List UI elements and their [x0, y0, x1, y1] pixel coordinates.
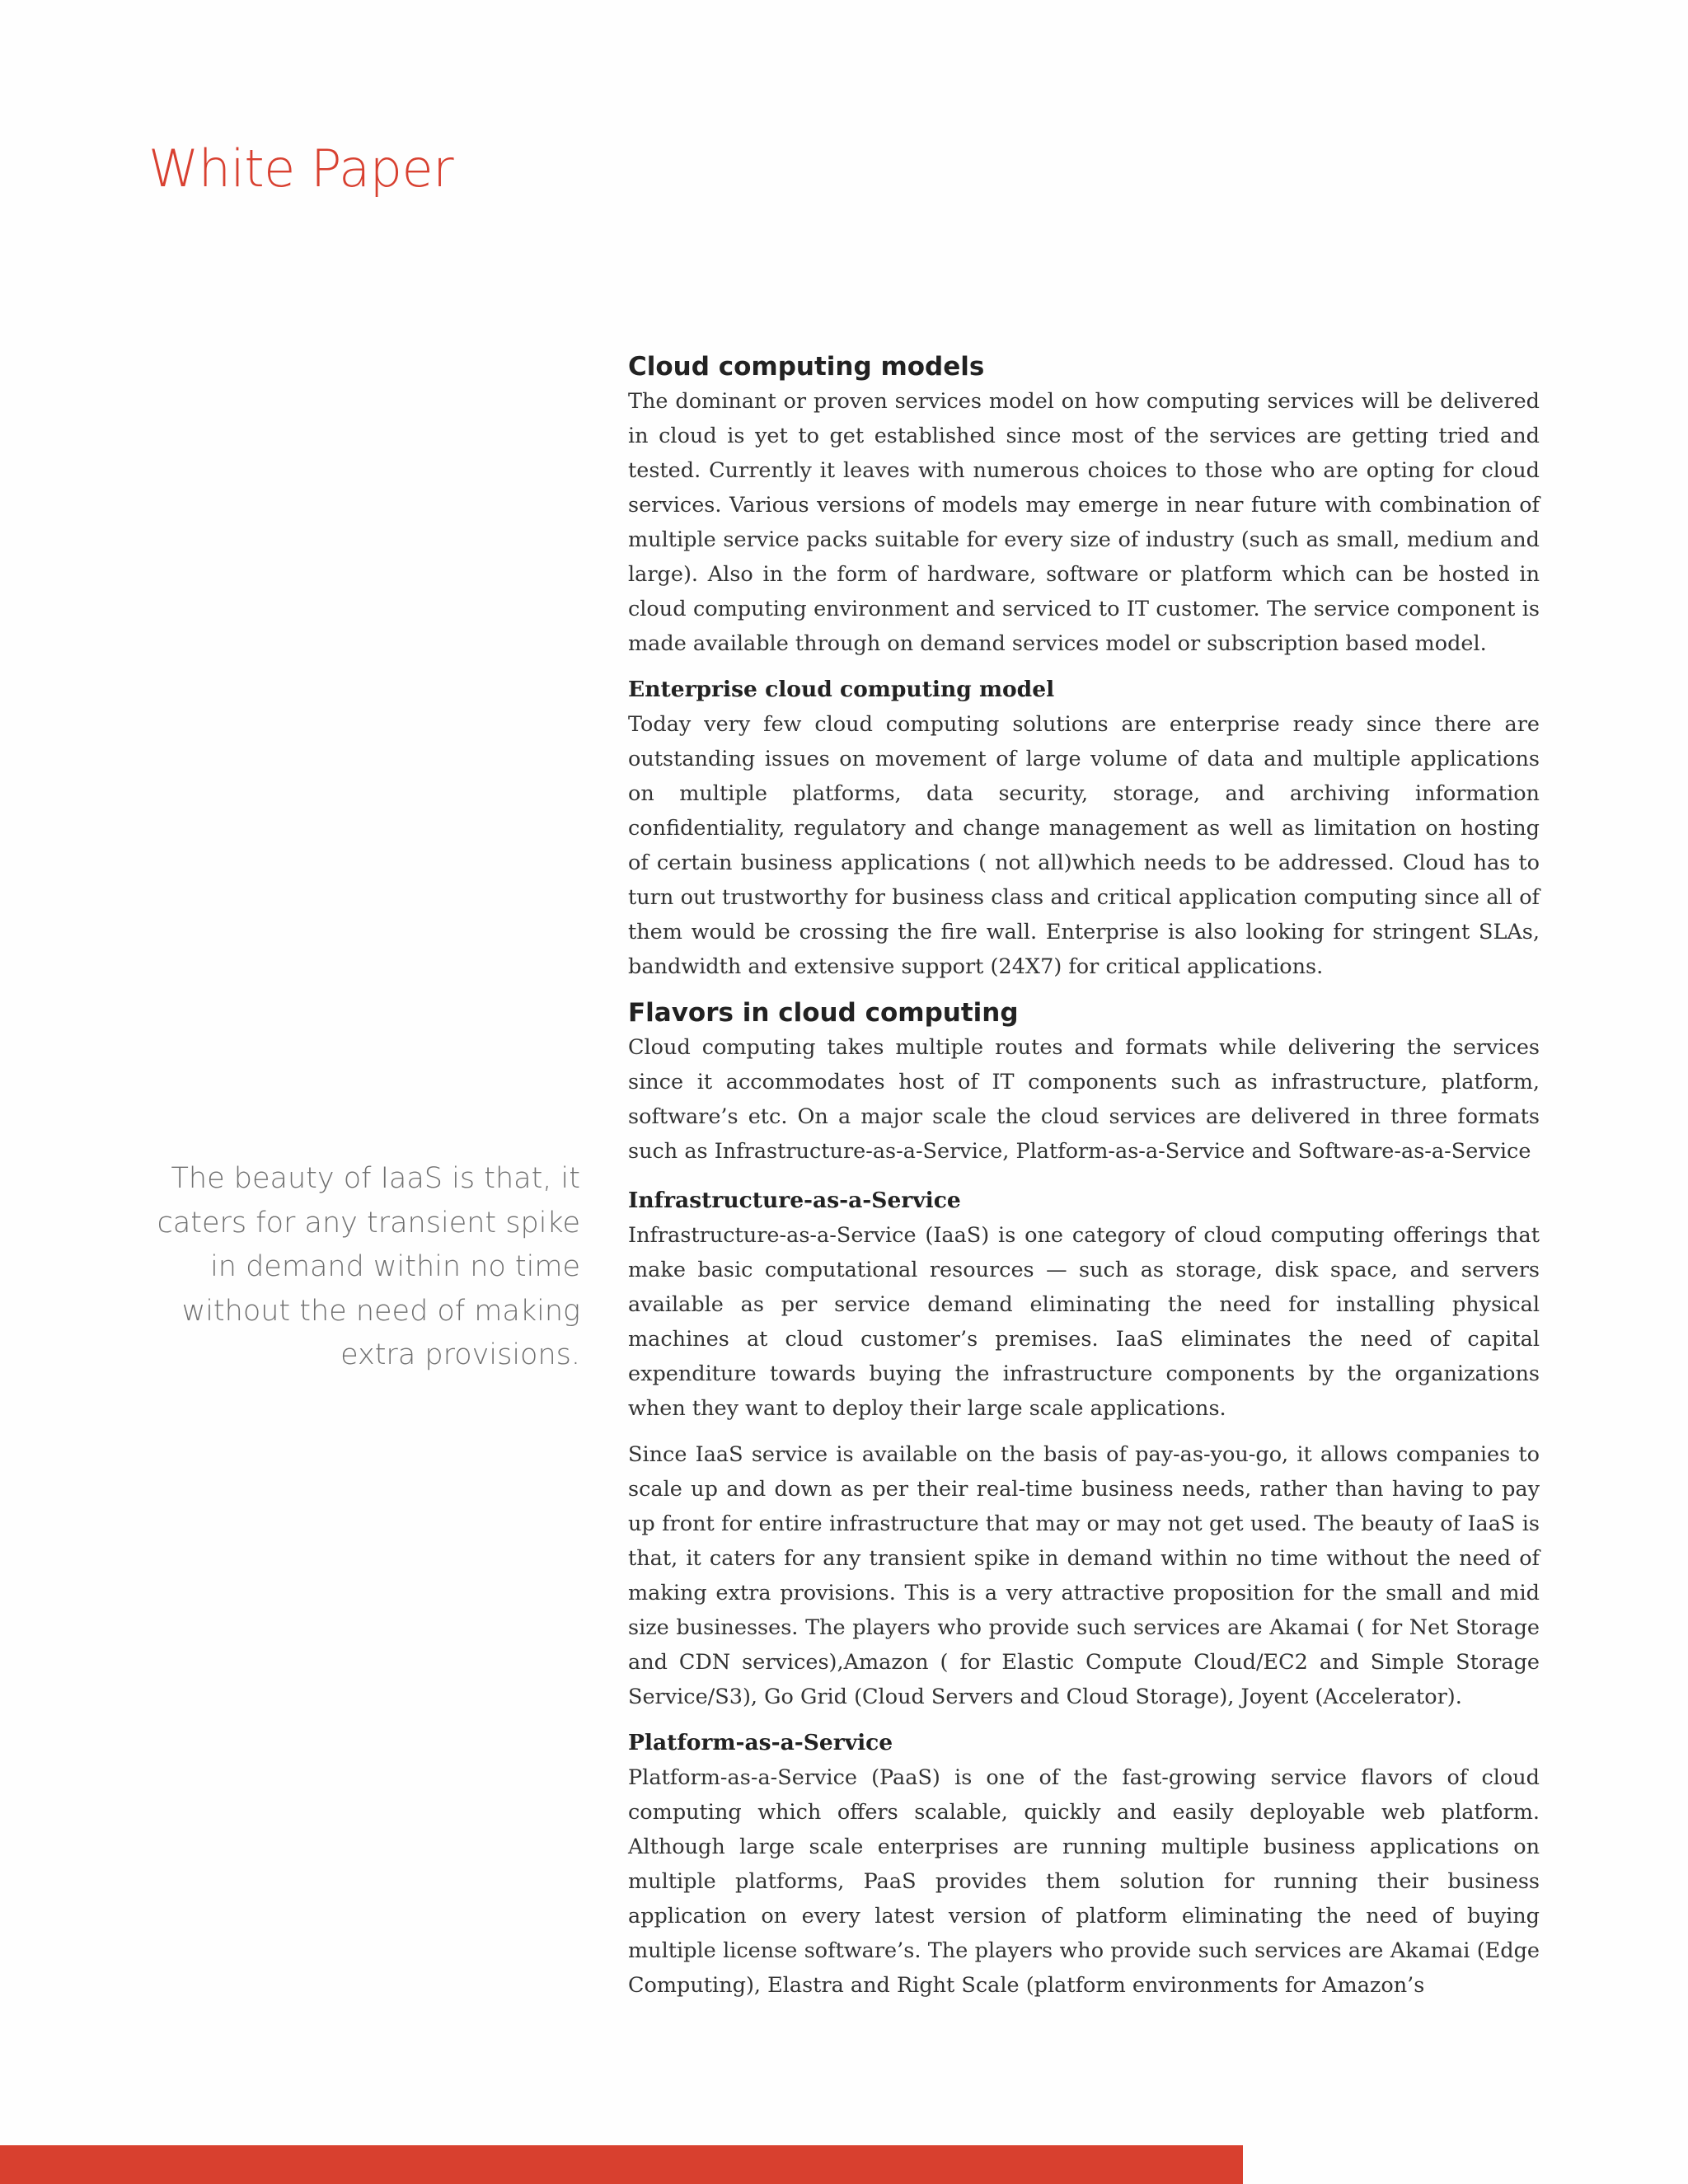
paragraph-paas: Platform-as-a-Service (PaaS) is one of the fast-growing service flavors of cloud computing which offers scalable, quickly and easily deployable web platform. Although large scale enterprises are running multiple business applications on multiple platforms, PaaS provides them solution for running their business application on every latest version of platform eliminating the need of buying multiple license software’s. The players who provide such services are Akamai (Edge Computing), Elastra and Right Scale (platform environments for Amazon’s — [628, 1765, 1540, 1998]
heading-cloud-computing-models: Cloud computing models — [628, 352, 985, 382]
paragraph-flavors: Cloud computing takes multiple routes and formats while delivering the services since it accommodates host of IT components such as infrastructure, platform, software’s etc. On a major scale the cloud services are delivered in three formats such as Infrastructure-as-a-Service, Platform-as-a-Service and Software-as-a-Service — [628, 1035, 1540, 1164]
paragraph-cloud-computing-models: The dominant or proven services model on how computing services will be delivered in cloud is yet to get established since most of the services are getting tried and tested. Currently it leaves with numerous choices to those who are opting for cloud services. Various versions of models may emerge in near future with combination of multiple service packs suitable for every size of industry (such as small, medium and large). Also in the form of hardware, software or platform which can be hosted in cloud computing environment and serviced to IT customer. The service component is made available through on demand services model or subscription based model. — [628, 389, 1540, 656]
paragraph-enterprise-model: Today very few cloud computing solutions are enterprise ready since there are outstanding issues on movement of large volume of data and multiple applications on multiple platforms, data security, storage, and archiving information confidentiality, regulatory and change management as well as limitation on hosting of certain business applications ( not all)which needs to be addressed. Cloud has to turn out trustworthy for business class and critical application computing since all of them would be crossing the fire wall. Enterprise is also looking for stringent SLAs, bandwidth and extensive support (24X7) for critical applications. — [628, 712, 1540, 979]
heading-flavors: Flavors in cloud computing — [628, 998, 1019, 1028]
heading-enterprise-model: Enterprise cloud computing model — [628, 677, 1055, 702]
paragraph-iaas-1: Infrastructure-as-a-Service (IaaS) is one category of cloud computing offerings that make basic computational resources — such as storage, disk space, and servers available as per service demand eliminating the need for installing physical machines at cloud customer’s premises. IaaS eliminates the need of capital expenditure towards buying the infrastructure components by the organizations when they want to deploy their large scale applications. — [628, 1223, 1540, 1421]
main-content — [628, 349, 1540, 2003]
paragraph-iaas-2: Since IaaS service is available on the basis of pay-as-you-go, it allows companies to scale up and down as per their real-time business needs, rather than having to pay up front for entire infrastructure that may or may not get used. The beauty of IaaS is that, it caters for any transient spike in demand within no time without the need of making extra provisions. This is a very attractive proposition for the small and mid size businesses. The players who provide such services are Akamai ( for Net Storage and CDN services),Amazon ( for Elastic Compute Cloud/EC2 and Simple Storage Service/S3), Go Grid (Cloud Servers and Cloud Storage), Joyent (Accelerator). — [628, 1442, 1540, 1709]
pull-quote: The beauty of IaaS is that, it caters for any transient spike in demand within no time without the need of making extra provisions. — [157, 1162, 580, 1371]
page-title: White Paper — [148, 138, 454, 199]
heading-paas: Platform-as-a-Service — [628, 1730, 893, 1755]
footer-bar — [0, 2145, 1243, 2184]
heading-iaas: Infrastructure-as-a-Service — [628, 1188, 961, 1213]
